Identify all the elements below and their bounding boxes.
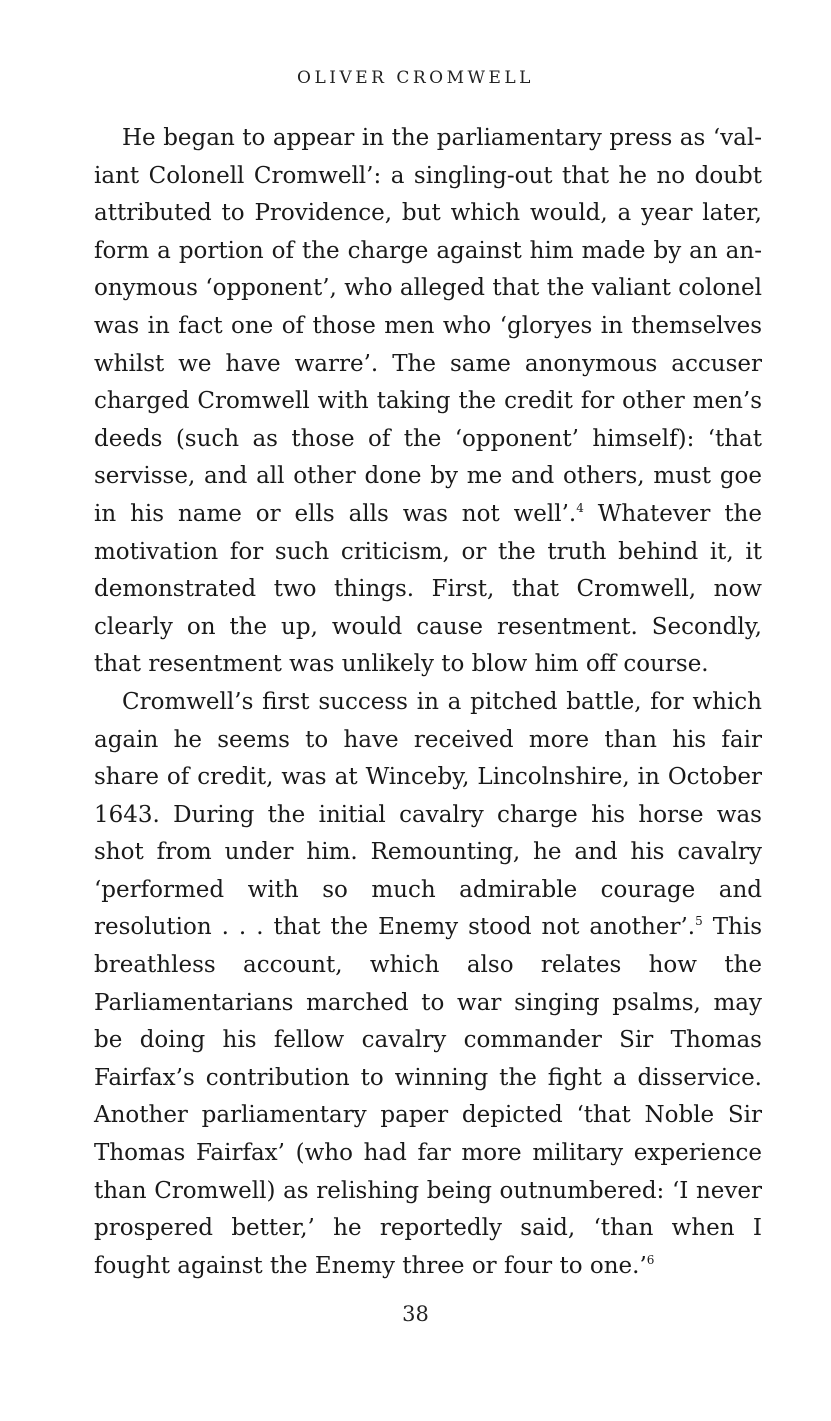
body-text xyxy=(94,120,762,1285)
paragraph-2-text-a: Cromwell’s first success in a pitched battle, for which again he seems to have received more than his fair share of credit, was at Winceby, Lincolnshire, in October 1643. During the initial cavalry charge his horse was shot from under him. Remounting, he and his cavalry ‘performed with so much admirable courage and resolution . . . that the Enemy stood not another’. xyxy=(94,688,762,941)
paragraph-1 xyxy=(94,120,762,684)
running-head: OLIVER CROMWELL xyxy=(297,68,534,88)
footnote-ref-5: 5 xyxy=(695,914,703,929)
paragraph-1-text-a: He began to appear in the parliamentary press as ‘valiant Colonell Cromwell’: a singling-out that he no doubt attributed to Providence, but which would, a year later, form a portion of the charge against him made by an anonymous ‘opponent’, who alleged that the valiant colonel was in fact one of those men who ‘gloryes in themselves whilst we have warre’. The same anonymous accuser charged Cromwell with taking the credit for other men’s deeds (such as those of the ‘opponent’ himself): ‘that servisse, and all other done by me and others, must goe in his name or ells alls was not well’. xyxy=(94,125,762,527)
paragraph-1-text-b: Whatever the motivation for such criticism, or the truth behind it, it demonstrated two things. First, that Cromwell, now clearly on the up, would cause resentment. Secondly, that resentment was unlikely to blow him off course. xyxy=(94,500,762,678)
footnote-ref-6: 6 xyxy=(646,1252,655,1267)
page-number: 38 xyxy=(402,1302,429,1326)
paragraph-2-text-b: This breathless account, which also relates how the Parliamentarians marched to war singing psalms, may be doing his fellow cavalry commander Sir Thomas Fairfax’s contribution to winning the fight a disservice. Another parliamentary paper depicted ‘that Noble Sir Thomas Fairfax’ (who had far more military experience than Cromwell) as relishing being outnumbered: ‘I never prospered better,’ he reportedly said, ‘than when I fought against the Enemy three or four to one.’ xyxy=(94,914,763,1279)
paragraph-2 xyxy=(94,684,762,1286)
footnote-ref-4: 4 xyxy=(576,500,584,515)
